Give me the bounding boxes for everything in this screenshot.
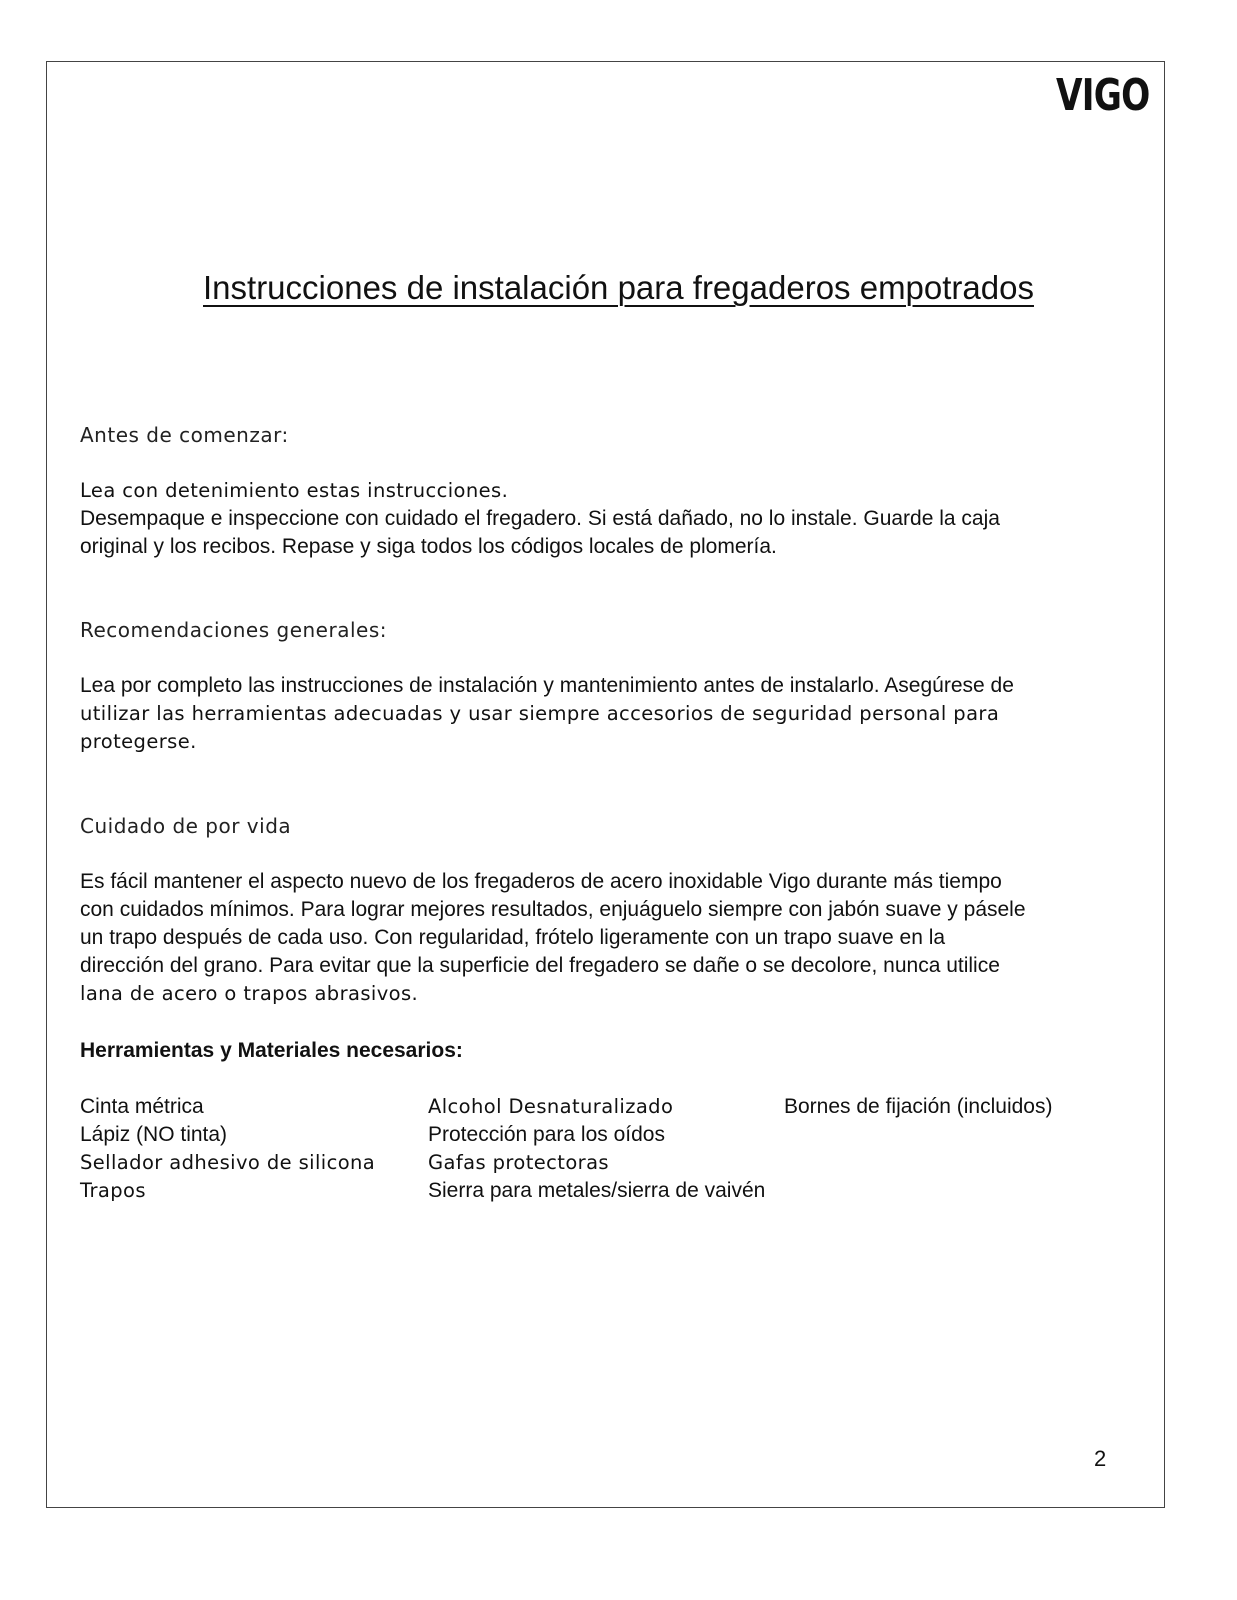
paragraph-line: utilizar las herramientas adecuadas y usar siempre accesorios de seguridad personal para [80, 702, 1000, 725]
section-body-antes [80, 477, 1140, 561]
tool-item: Lápiz (NO tinta) [80, 1123, 228, 1146]
tool-item: Bornes de fijación (incluidos) [784, 1095, 1053, 1118]
tools-heading: Herramientas y Materiales necesarios: [80, 1039, 463, 1062]
section-body-cuidado [80, 868, 1140, 1008]
page-title [0, 268, 1237, 308]
paragraph-line: Lea por completo las instrucciones de instalación y mantenimiento antes de instalarlo. Asegúrese de [80, 674, 1014, 697]
tool-item: Sellador adhesivo de silicona [80, 1151, 376, 1174]
section-body-recomendaciones [80, 672, 1140, 756]
paragraph-line: Es fácil mantener el aspecto nuevo de los fregaderos de acero inoxidable Vigo durante más tiempo [80, 870, 1002, 893]
section-heading-recomendaciones: Recomendaciones generales: [80, 618, 387, 642]
section-heading-cuidado: Cuidado de por vida [80, 814, 292, 838]
section-heading-antes: Antes de comenzar: [80, 423, 289, 447]
page-title-text: Instrucciones de instalación para fregaderos empotrados [203, 269, 1034, 306]
paragraph-line: Desempaque e inspeccione con cuidado el fregadero. Si está dañado, no lo instale. Guarde la caja [80, 507, 1000, 530]
tools-list-column-2 [428, 1093, 765, 1205]
paragraph-line: protegerse. [80, 730, 197, 753]
paragraph-line: un trapo después de cada uso. Con regularidad, frótelo ligeramente con un trapo suave en la [80, 926, 946, 949]
tools-list-column-1 [80, 1093, 375, 1205]
tool-item: Cinta métrica [80, 1095, 204, 1118]
tool-item: Alcohol Desnaturalizado [428, 1095, 674, 1118]
paragraph-line: con cuidados mínimos. Para lograr mejores resultados, enjuáguelo siempre con jabón suave y pásele [80, 898, 1026, 921]
logo-text: VIGO [1056, 70, 1150, 121]
tool-item: Sierra para metales/sierra de vaivén [428, 1179, 766, 1202]
paragraph-line: lana de acero o trapos abrasivos. [80, 982, 419, 1005]
tool-item: Trapos [80, 1179, 146, 1202]
vigo-logo [1056, 72, 1148, 132]
tool-item: Gafas protectoras [428, 1151, 609, 1174]
tools-list-column-3 [784, 1093, 1052, 1121]
paragraph-line: original y los recibos. Repase y siga todos los códigos locales de plomería. [80, 535, 777, 558]
page-number: 2 [1094, 1446, 1107, 1471]
tool-item: Protección para los oídos [428, 1123, 665, 1146]
paragraph-line: dirección del grano. Para evitar que la superficie del fregadero se dañe o se decolore, nunca utilice [80, 954, 1000, 977]
paragraph-line: Lea con detenimiento estas instrucciones. [80, 479, 509, 502]
